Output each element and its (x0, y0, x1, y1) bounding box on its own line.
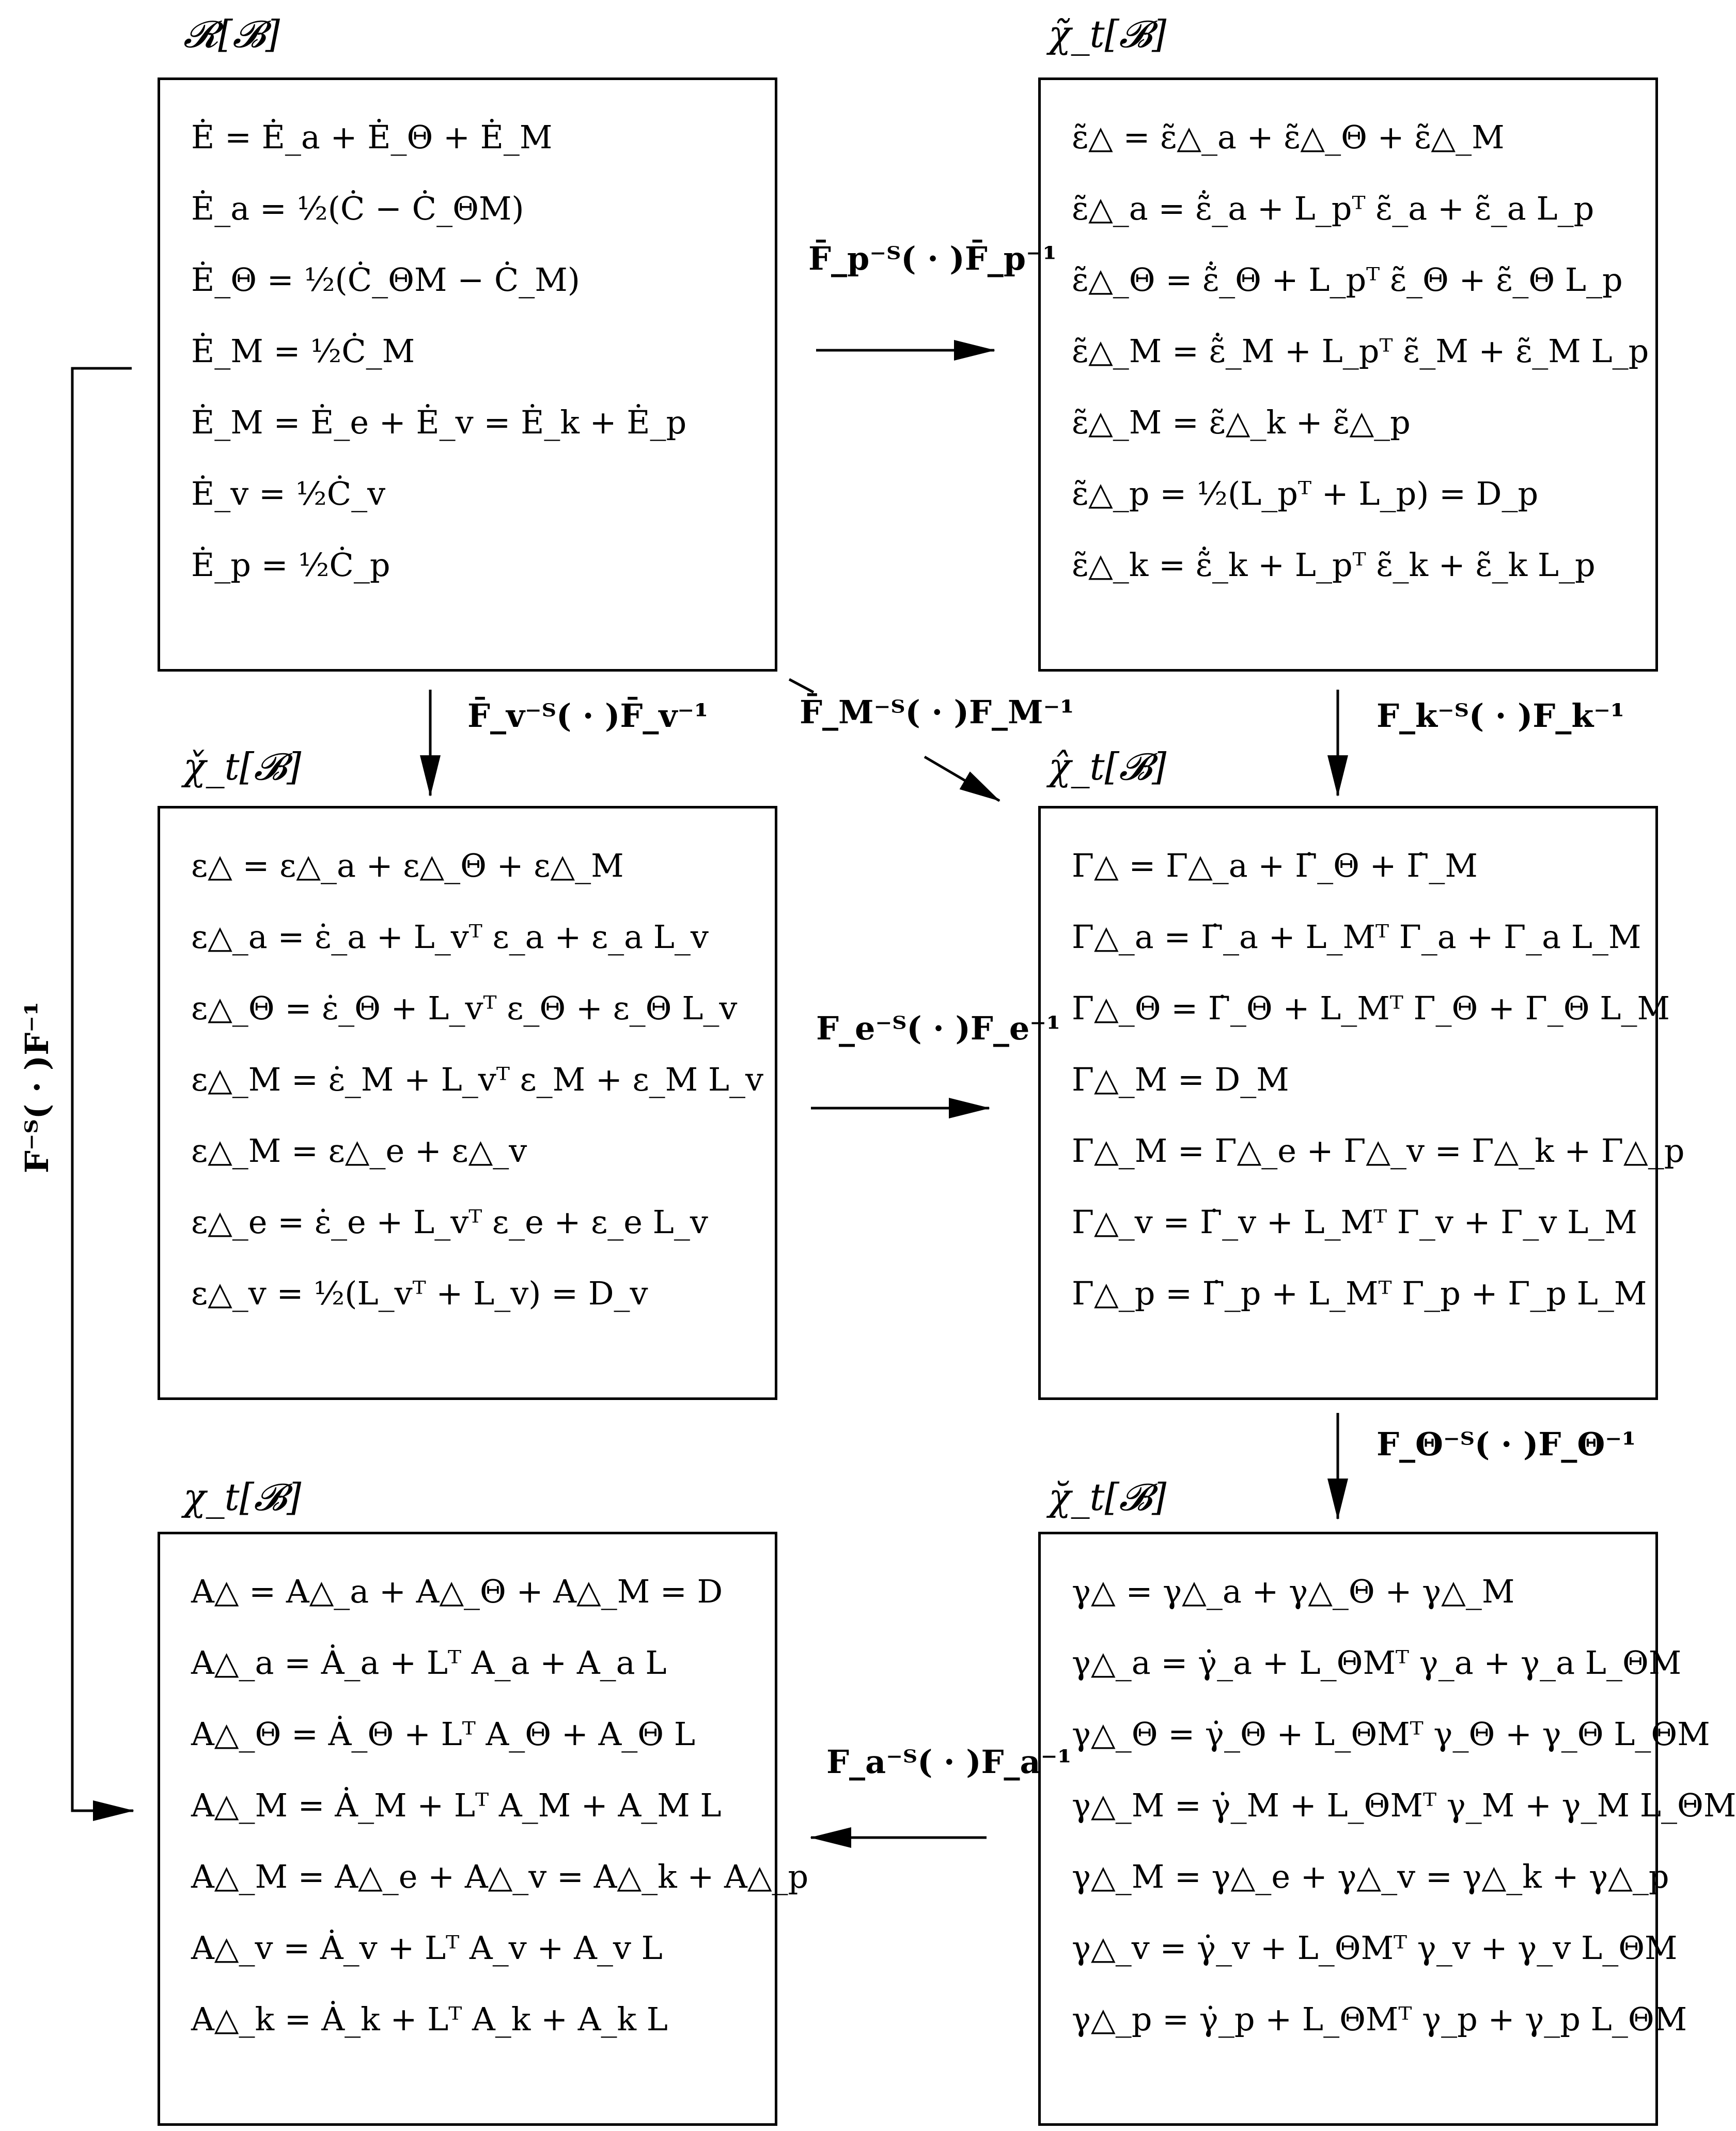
equation: ε̃△_M = ε̃△_k + ε̃△_p (1072, 403, 1411, 441)
equation: ε̃△_M = ε̃̇_M + L_pᵀ ε̃_M + ε̃_M L_p (1072, 332, 1649, 370)
equation: ε△_v = ½(L_vᵀ + L_v) = D_v (191, 1274, 648, 1312)
panel-title-reference: 𝓡[𝓑] (183, 12, 280, 56)
equation: ε̃△_k = ε̃̇_k + L_pᵀ ε̃_k + ε̃_k L_p (1072, 546, 1596, 584)
panel-title-tilde: χ̃_t[𝓑] (1049, 12, 1167, 56)
equation: A△ = A△_a + A△_Θ + A△_M = D (191, 1573, 723, 1610)
equation: ε̃△ = ε̃△_a + ε̃△_Θ + ε̃△_M (1072, 118, 1505, 156)
equation: γ△_p = γ̇_p + L_ΘMᵀ γ_p + γ_p L_ΘM (1072, 2000, 1687, 2038)
equation: Ė_Θ = ½(Ċ_ΘM − Ċ_M) (191, 261, 580, 299)
map-label-ref-to-current: F⁻ᵀ( · )F⁻¹ (18, 1001, 56, 1174)
map-label-ref-to-hat: F̄_M⁻ᵀ( · )F_M⁻¹ (800, 693, 1074, 731)
equation: Ė_M = ½Ċ_M (191, 332, 415, 370)
panel-title-current: χ_t[𝓑] (183, 1475, 302, 1519)
equation: ε△ = ε△_a + ε△_Θ + ε△_M (191, 847, 624, 884)
equation: A△_M = A△_e + A△_v = A△_k + A△_p (191, 1858, 809, 1895)
equation: Ė_a = ½(Ċ − Ċ_ΘM) (191, 190, 524, 227)
equation: ε̃△_p = ½(L_pᵀ + L_p) = D_p (1072, 475, 1539, 512)
equation: γ△_Θ = γ̇_Θ + L_ΘMᵀ γ_Θ + γ_Θ L_ΘM (1072, 1715, 1710, 1753)
equation: γ△_M = γ̇_M + L_ΘMᵀ γ_M + γ_M L_ΘM (1072, 1786, 1736, 1824)
equation: γ△_a = γ̇_a + L_ΘMᵀ γ_a + γ_a L_ΘM (1072, 1644, 1682, 1682)
equation: Γ△_v = Γ̇_v + L_Mᵀ Γ_v + Γ_v L_M (1072, 1203, 1637, 1241)
equation: Γ△_Θ = Γ̇_Θ + L_Mᵀ Γ_Θ + Γ_Θ L_M (1072, 989, 1670, 1027)
equation: Ė = Ė_a + Ė_Θ + Ė_M (191, 118, 553, 156)
map-label-ref-to-tilde: F̄_p⁻ᵀ( · )F̄_p⁻¹ (808, 240, 1057, 277)
map-label-ref-to-check: F̄_v⁻ᵀ( · )F̄_v⁻¹ (467, 697, 709, 735)
equation: ε△_Θ = ε̇_Θ + L_vᵀ ε_Θ + ε_Θ L_v (191, 989, 738, 1027)
panel-title-check: χ̌_t[𝓑] (183, 745, 302, 788)
equation: γ△_M = γ△_e + γ△_v = γ△_k + γ△_p (1072, 1858, 1669, 1895)
equation: Γ△ = Γ△_a + Γ̇_Θ + Γ̇_M (1072, 847, 1478, 884)
equation: Ė_p = ½Ċ_p (191, 546, 390, 584)
equation: Γ△_a = Γ̇_a + L_Mᵀ Γ_a + Γ_a L_M (1072, 918, 1641, 956)
map-label-hat-to-breve: F_Θ⁻ᵀ( · )F_Θ⁻¹ (1377, 1425, 1636, 1463)
arrow-ref-to-hat (925, 757, 999, 801)
equation: ε△_M = ε̇_M + L_vᵀ ε_M + ε_M L_v (191, 1061, 764, 1098)
equation: Γ△_M = Γ△_e + Γ△_v = Γ△_k + Γ△_p (1072, 1132, 1685, 1170)
map-label-check-to-hat: F_e⁻ᵀ( · )F_e⁻¹ (816, 1009, 1061, 1047)
map-label-breve-to-current: F_a⁻ᵀ( · )F_a⁻¹ (826, 1743, 1072, 1781)
equation: A△_v = Ȧ_v + Lᵀ A_v + A_v L (191, 1929, 663, 1967)
equation: A△_a = Ȧ_a + Lᵀ A_a + A_a L (191, 1644, 667, 1682)
equation: γ△ = γ△_a + γ△_Θ + γ△_M (1072, 1573, 1515, 1610)
equation: Γ△_M = D_M (1072, 1061, 1289, 1098)
equation: γ△_v = γ̇_v + L_ΘMᵀ γ_v + γ_v L_ΘM (1072, 1929, 1678, 1967)
arrow-ref-to-current (72, 368, 133, 1811)
equation: A△_Θ = Ȧ_Θ + Lᵀ A_Θ + A_Θ L (191, 1715, 695, 1753)
equation: A△_k = Ȧ_k + Lᵀ A_k + A_k L (191, 2000, 668, 2038)
equation: ε̃△_a = ε̃̇_a + L_pᵀ ε̃_a + ε̃_a L_p (1072, 190, 1594, 227)
panel-title-breve: χ̆_t[𝓑] (1049, 1475, 1167, 1519)
equation: ε△_e = ε̇_e + L_vᵀ ε_e + ε_e L_v (191, 1203, 708, 1241)
equation: Ė_M = Ė_e + Ė_v = Ė_k + Ė_p (191, 403, 687, 441)
arrow-ref-to-hat-start (789, 679, 814, 692)
equation: ε̃△_Θ = ε̃̇_Θ + L_pᵀ ε̃_Θ + ε̃_Θ L_p (1072, 261, 1623, 299)
map-label-tilde-to-hat: F_k⁻ᵀ( · )F_k⁻¹ (1377, 697, 1625, 735)
equation: Ė_v = ½Ċ_v (191, 475, 386, 512)
equation: ε△_a = ε̇_a + L_vᵀ ε_a + ε_a L_v (191, 918, 709, 956)
equation: Γ△_p = Γ̇_p + L_Mᵀ Γ_p + Γ_p L_M (1072, 1274, 1647, 1312)
panel-title-hat: χ̂_t[𝓑] (1049, 745, 1167, 788)
equation: A△_M = Ȧ_M + Lᵀ A_M + A_M L (191, 1786, 722, 1824)
equation: ε△_M = ε△_e + ε△_v (191, 1132, 527, 1170)
